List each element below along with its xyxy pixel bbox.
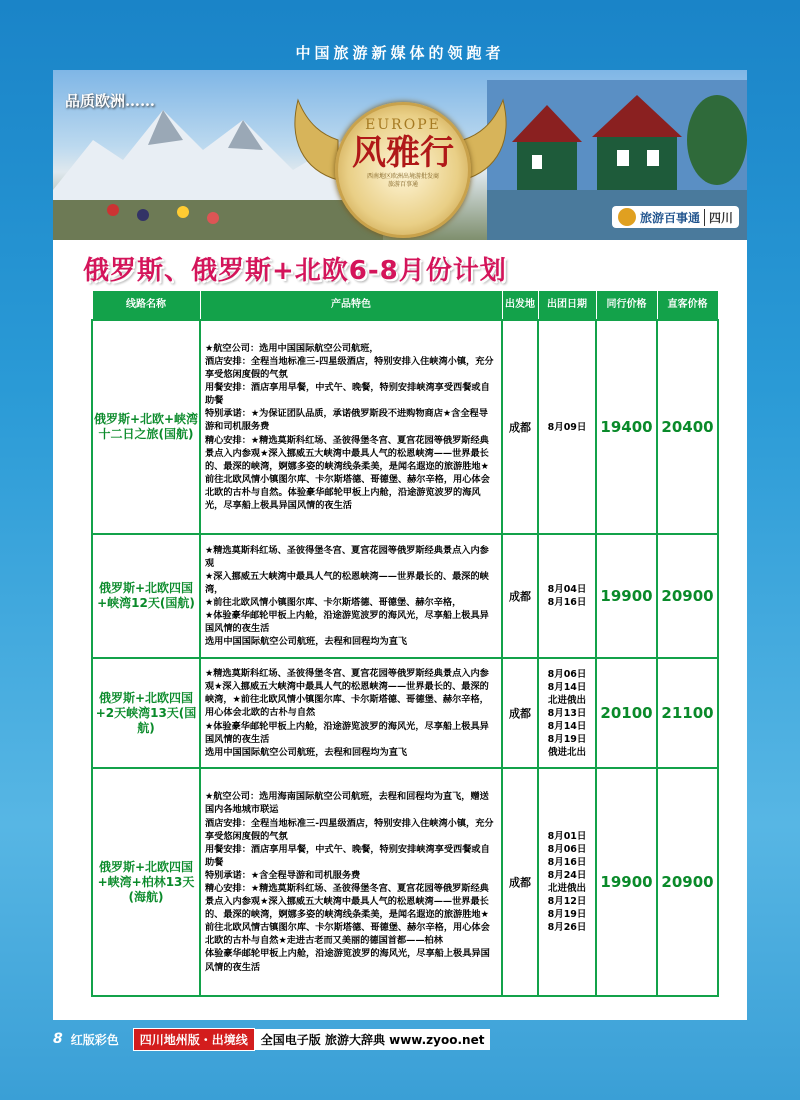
direct-price: 20400 — [657, 320, 718, 534]
emblem-fengyaxing-text: 风雅行 — [352, 133, 454, 173]
direct-price: 20900 — [657, 534, 718, 658]
brand-mark-icon — [618, 208, 636, 226]
route-name: 俄罗斯+北欧四国+峡湾+柏林13天(海航) — [92, 768, 200, 996]
page-title: 俄罗斯、俄罗斯+北欧6-8月份计划 — [83, 256, 507, 286]
header-features: 产品特色 — [200, 291, 502, 321]
page-number: 8 — [53, 1031, 63, 1047]
peer-price: 19900 — [596, 768, 657, 996]
website-link[interactable]: 全国电子版 旅游大辞典 www.zyoo.net — [255, 1029, 491, 1050]
table-row — [92, 320, 718, 534]
departure-city: 成都 — [502, 658, 538, 768]
header-departure: 出发地 — [502, 291, 538, 321]
footer — [53, 1029, 490, 1049]
europe-emblem-logo — [335, 102, 471, 238]
departure-dates: 8月09日 — [538, 320, 596, 534]
header-peer-price: 同行价格 — [596, 291, 657, 321]
departure-dates: 8月04日 8月16日 — [538, 534, 596, 658]
departure-city: 成都 — [502, 768, 538, 996]
peer-price: 20100 — [596, 658, 657, 768]
left-griffin-icon — [283, 90, 343, 190]
edition-label: 四川地州版・出境线 — [133, 1028, 255, 1051]
route-features: ★航空公司：选用中国国际航空公司航班， 酒店安排：全程当地标准三-四星级酒店，特别安排入住峡湾小镇，充分享受悠闲度假的气氛 用餐安排：酒店享用早餐，中式午、晚餐，特别安排峡湾享受西餐或自助餐 特别承诺：★为保证团队品质，承诺俄罗斯段不进购物商店★含全程导游和司机服务费 精心安排：★精选莫斯科红场、圣彼得堡冬宫、夏宫花园等俄罗斯经典景点入内参观★深入挪威五大峡湾中最具人气的松恩峡湾——世界最长的、最深的峡湾，婀娜多姿的峡湾线条柔美，是闻名遐迩的旅游胜地★前往北欧风情小镇图尔库、卡尔斯塔德、哥德堡、赫尔辛格，用心体会北欧的古朴与自然。体验豪华邮轮甲板上内舱，沿途游览波罗的海风光，尽享船上极具异国风情的夜生活 — [200, 320, 502, 534]
route-features: ★精选莫斯科红场、圣彼得堡冬宫、夏宫花园等俄罗斯经典景点入内参观★深入挪威五大峡湾中最具人气的松恩峡湾——世界最长的、最深的峡湾，★前往北欧风情小镇图尔库、卡尔斯塔德、哥德堡、赫尔辛格，用心体会北欧的古朴与自然 ★体验豪华邮轮甲板上内舱，沿途游览波罗的海风光，尽享船上极具异国风情的夜生活 选用中国国际航空公司航班，去程和回程均为直飞 — [200, 658, 502, 768]
route-name: 俄罗斯+北欧+峡湾十二日之旅(国航) — [92, 320, 200, 534]
departure-dates: 8月06日 8月14日 北进俄出 8月13日 8月14日 8月19日 俄进北出 — [538, 658, 596, 768]
tagline: 中国旅游新媒体的领跑者 — [295, 44, 505, 62]
table-row — [92, 534, 718, 658]
emblem-subtitle: 西南地区欧洲出境游批发商 — [366, 173, 439, 180]
peer-price: 19900 — [596, 534, 657, 658]
departure-dates: 8月01日 8月06日 8月16日 8月24日 北进俄出 8月12日 8月19日 8月26日 — [538, 768, 596, 996]
route-features: ★航空公司：选用海南国际航空公司航班，去程和回程均为直飞，赠送国内各地城市联运 酒店安排：全程当地标准三-四星级酒店，特别安排入住峡湾小镇，充分享受悠闲度假的气氛 用餐安排：酒店享用早餐，中式午、晚餐，特别安排峡湾享受西餐或自助餐 特别承诺：★含全程导游和司机服务费 精心安排：★精选莫斯科红场、圣彼得堡冬宫、夏宫花园等俄罗斯经典景点入内参观★深入挪威五大峡湾中最具人气的松恩峡湾——世界最长的、最深的峡湾，婀娜多姿的峡湾线条柔美，是闻名遐迩的旅游胜地★前往北欧风情古镇图尔库、卡尔斯塔德、哥德堡、赫尔辛格，用心体会北欧的古朴与自然★走进古老而又美丽的德国首都——柏林 体验豪华邮轮甲板上内舱，沿途游览波罗的海风光，尽享船上极具异国风情的夜生活 — [200, 768, 502, 996]
table-row — [92, 768, 718, 996]
header-dates: 出团日期 — [538, 291, 596, 321]
header-route: 线路名称 — [92, 291, 200, 321]
route-name: 俄罗斯+北欧四国+峡湾12天(国航) — [92, 534, 200, 658]
emblem-europe-text: EUROPE — [365, 117, 441, 133]
emblem-subtitle-2: 旅游百事通 — [387, 181, 418, 188]
departure-city: 成都 — [502, 534, 538, 658]
content-panel — [53, 70, 747, 1020]
brand-region: 四川 — [704, 209, 733, 226]
brand-logo — [612, 206, 739, 228]
peer-price: 19400 — [596, 320, 657, 534]
banner — [53, 70, 747, 240]
tour-table — [91, 290, 719, 997]
table-row — [92, 658, 718, 768]
direct-price: 21100 — [657, 658, 718, 768]
table-header-row — [92, 291, 718, 321]
departure-city: 成都 — [502, 320, 538, 534]
header-direct-price: 直客价格 — [657, 291, 718, 321]
route-name: 俄罗斯+北欧四国+2天峡湾13天(国航) — [92, 658, 200, 768]
route-features: ★精选莫斯科红场、圣彼得堡冬宫、夏宫花园等俄罗斯经典景点入内参观 ★深入挪威五大峡湾中最具人气的松恩峡湾——世界最长的、最深的峡湾， ★前往北欧风情小镇图尔库、卡尔斯塔德、哥德堡、赫尔辛格， ★体验豪华邮轮甲板上内舱，沿途游览波罗的海风光，尽享船上极具异国风情的夜生活 选用中国国际航空公司航班，去程和回程均为直飞 — [200, 534, 502, 658]
direct-price: 20900 — [657, 768, 718, 996]
color-label: 红版彩色 — [70, 1032, 119, 1047]
quality-europe-label: 品质欧洲…… — [65, 92, 156, 110]
brand-name: 旅游百事通 — [639, 210, 700, 225]
